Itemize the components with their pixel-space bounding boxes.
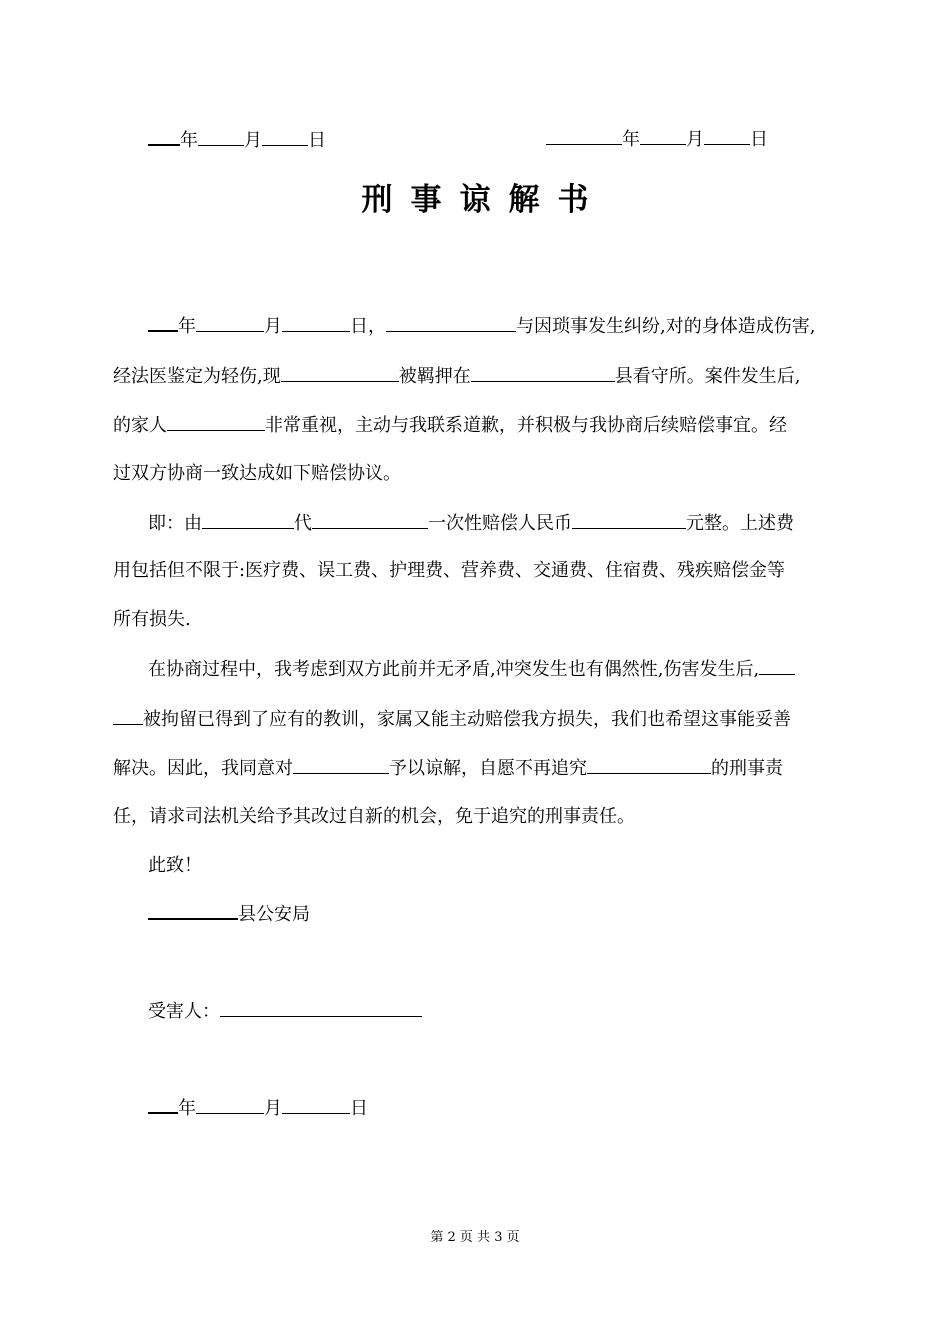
blank-field[interactable] [704,128,750,145]
text: 月 [264,1098,282,1119]
header-year-left: 年 [180,130,198,151]
text: 被拘留已得到了应有的教训，家属又能主动赔偿我方损失，我们也希望这事能妥善 [143,709,791,730]
text: 予以谅解，自愿不再追究 [389,758,587,779]
text: 被羁押在 [398,366,471,387]
signature-date [148,1096,368,1120]
para2-line1 [148,512,794,535]
text: 的刑事责 [711,758,783,779]
blank-field[interactable] [148,314,178,332]
text: 的家人 [113,415,167,436]
blank-field[interactable] [202,512,294,529]
text: 代 [294,513,312,534]
text: 元整。上述费 [686,513,794,534]
para3-line1 [148,658,795,681]
closing-salutation: 此致！ [148,855,202,876]
text: 日 [350,1098,368,1119]
blank-field[interactable] [293,757,389,774]
header-day-right: 日 [750,129,768,150]
blank-field[interactable] [759,658,795,675]
text: 解决。因此，我同意对 [113,758,293,779]
para3-line4: 任，请求司法机关给予其改过自新的机会，免于追究的刑事责任。 [113,806,635,827]
header-year-right: 年 [622,129,640,150]
blank-field[interactable] [282,315,350,332]
addressee-line [148,902,310,926]
text: 年 [178,1098,196,1119]
blank-field[interactable] [196,315,264,332]
blank-field[interactable] [640,128,686,145]
text: 即：由 [148,513,202,534]
blank-field[interactable] [148,902,238,920]
text: 年 [178,316,196,337]
document-title: 刑事谅解书 [361,182,607,218]
header-date-right [546,128,768,151]
blank-field[interactable] [167,414,265,431]
para1-line1 [148,314,815,338]
header-day-left: 日 [308,130,326,151]
victim-signature-field[interactable] [220,1000,422,1017]
blank-field[interactable] [312,512,428,529]
blank-field[interactable] [113,708,143,725]
addressee: 县公安局 [238,904,310,925]
victim-label: 受害人： [148,1001,220,1022]
para3-line3 [113,757,783,780]
header-month-right: 月 [686,129,704,150]
para1-line3 [113,414,787,437]
text: 日， [350,316,386,337]
text: 县看守所。案件发生后, [614,366,801,387]
blank-field[interactable] [572,512,686,529]
blank-field[interactable] [471,365,615,382]
header-month-left: 月 [244,130,262,151]
para1-line4: 过双方协商一致达成如下赔偿协议。 [113,463,401,484]
blank-field[interactable] [148,128,180,146]
text: 一次性赔偿人民币 [428,513,572,534]
blank-field[interactable] [262,129,308,146]
header-date-left [148,128,326,152]
blank-field[interactable] [148,1096,178,1114]
text: 非常重视，主动与我联系道歉，并积极与我协商后续赔偿事宜。经 [265,415,787,436]
text: 月 [264,316,282,337]
victim-signature-line [148,1000,422,1023]
para2-line3: 所有损失. [113,609,191,630]
blank-field[interactable] [386,315,516,332]
text: 经法医鉴定为轻伤,现 [113,366,281,387]
blank-field[interactable] [587,757,711,774]
blank-field[interactable] [282,1097,350,1114]
blank-field[interactable] [281,365,399,382]
blank-field[interactable] [546,128,622,145]
text: 与因琐事发生纠纷,对的身体造成伤害, [516,316,816,337]
blank-field[interactable] [196,1097,264,1114]
text: 在协商过程中，我考虑到双方此前并无矛盾,冲突发生也有偶然性,伤害发生后, [148,659,760,680]
blank-field[interactable] [198,129,244,146]
page-footer: 第 2 页 共 3 页 [430,1230,520,1245]
para3-line2 [113,708,791,731]
para2-line2: 用包括但不限于:医疗费、误工费、护理费、营养费、交通费、住宿费、残疾赔偿金等 [113,560,786,581]
para1-line2 [113,365,800,388]
